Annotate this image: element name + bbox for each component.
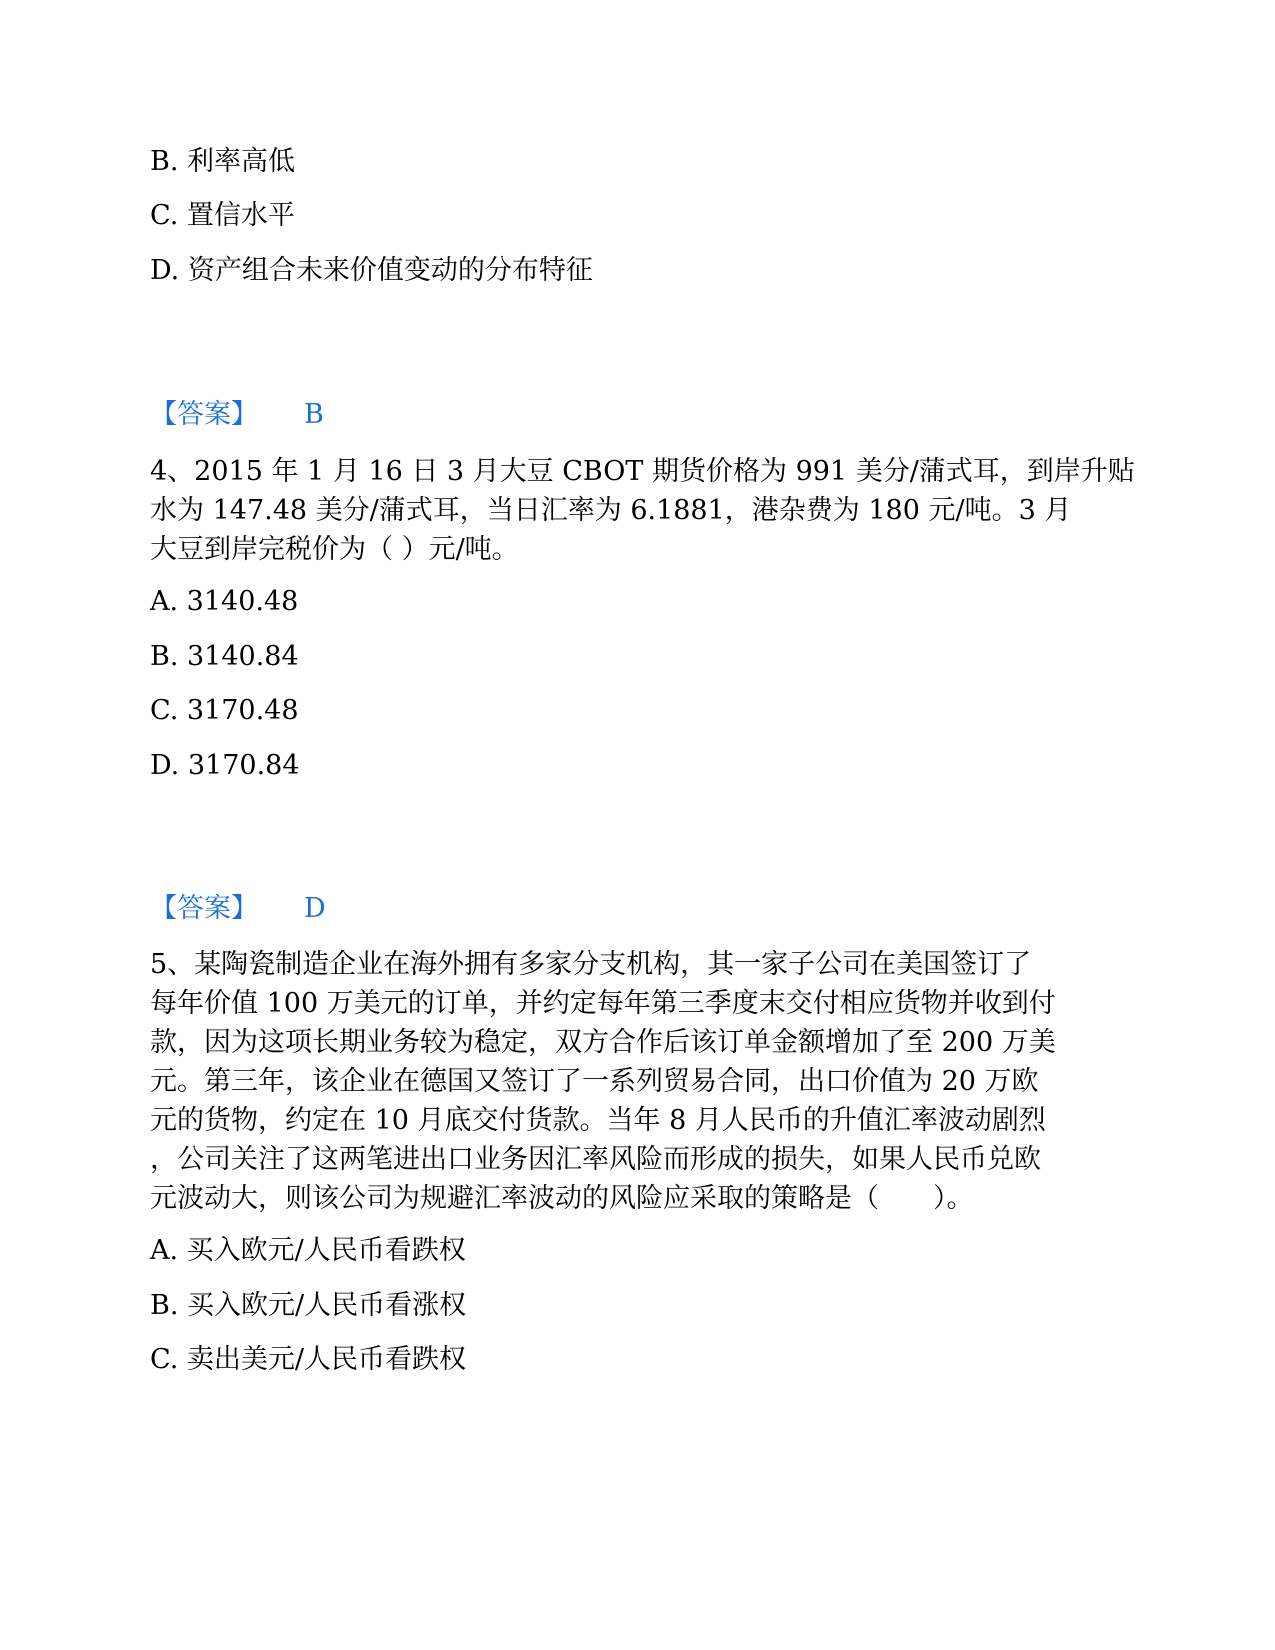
q3-option-b: B. 利率高低 [150, 146, 296, 177]
q4-option-c: C. 3170.48 [150, 695, 299, 726]
question-5-line: 5、某陶瓷制造企业在海外拥有多家分支机构，其一家子公司在美国签订了 [150, 949, 1032, 980]
question-5-line: ，公司关注了这两笔进出口业务因汇率风险而形成的损失，如果人民币兑欧 [150, 1144, 1041, 1175]
answer-value: B [304, 399, 324, 430]
q5-option-c: C. 卖出美元/人民币看跌权 [150, 1344, 466, 1375]
q3-option-d: D. 资产组合未来价值变动的分布特征 [150, 255, 593, 286]
question-5-line: 元。第三年，该企业在德国又签订了一系列贸易合同，出口价值为 20 万欧 [150, 1066, 1039, 1097]
q3-option-c: C. 置信水平 [150, 200, 295, 231]
question-4-line: 水为 147.48 美分/蒲式耳，当日汇率为 6.1881，港杂费为 180 元/吨。3 月 [150, 495, 1072, 526]
answer-3 [150, 397, 324, 433]
q4-option-b: B. 3140.84 [150, 641, 299, 672]
answer-tag: 【答案】 [150, 399, 258, 430]
answer-tag: 【答案】 [150, 893, 258, 924]
question-4-text [150, 452, 1135, 569]
question-5-line: 元的货物，约定在 10 月底交付货款。当年 8 月人民币的升值汇率波动剧烈 [150, 1105, 1046, 1136]
q5-option-a: A. 买入欧元/人民币看跌权 [150, 1235, 466, 1266]
q4-option-d: D. 3170.84 [150, 750, 300, 781]
question-5-line: 每年价值 100 万美元的订单，并约定每年第三季度末交付相应货物并收到付 [150, 988, 1056, 1019]
question-5-line: 款，因为这项长期业务较为稳定，双方合作后该订单金额增加了至 200 万美 [150, 1027, 1056, 1058]
answer-4 [150, 891, 326, 927]
question-5-line: 元波动大，则该公司为规避汇率波动的风险应采取的策略是（ ）。 [150, 1183, 974, 1214]
question-5-text [150, 945, 1120, 1218]
question-4-line: 大豆到岸完税价为（ ）元/吨。 [150, 534, 519, 565]
question-4-line: 4、2015 年 1 月 16 日 3 月大豆 CBOT 期货价格为 991 美分/蒲式耳，到岸升贴 [150, 456, 1135, 487]
answer-value: D [304, 893, 326, 924]
q4-option-a: A. 3140.48 [150, 586, 299, 617]
q5-option-b: B. 买入欧元/人民币看涨权 [150, 1290, 467, 1321]
